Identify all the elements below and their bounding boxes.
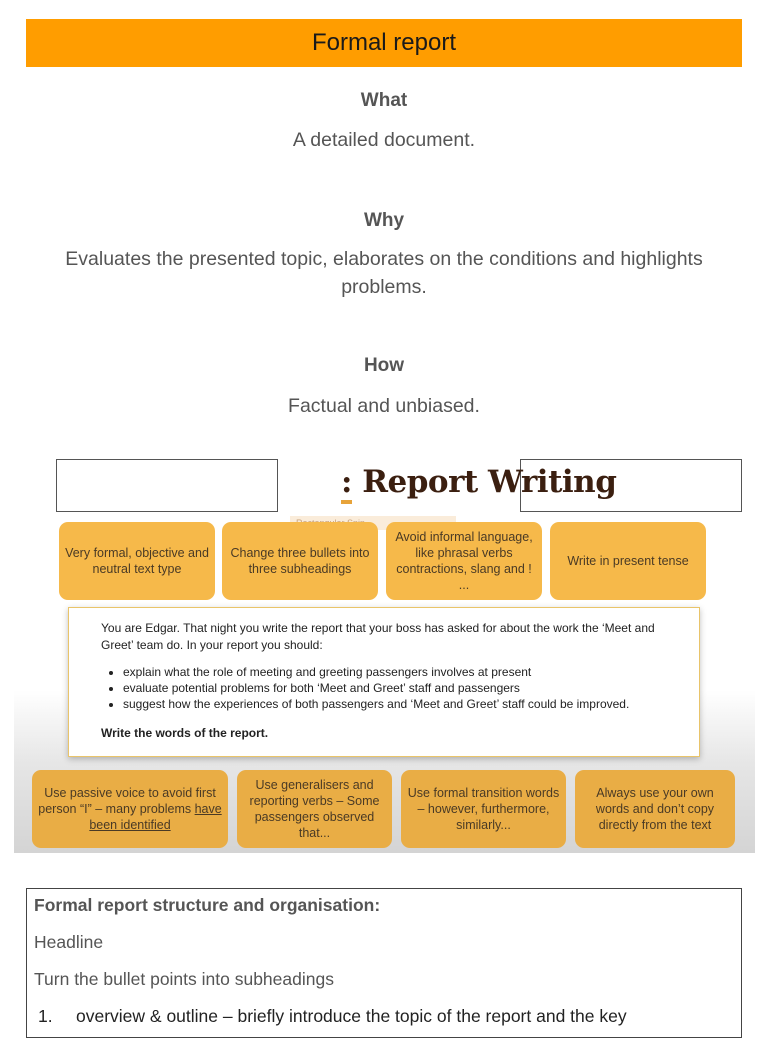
- page-title: Formal report: [311, 29, 457, 56]
- tip-card-passive-underlined: have been identified: [89, 802, 222, 832]
- report-writing-slide: [14, 446, 755, 853]
- structure-box: [26, 888, 742, 1038]
- why-body: Evaluates the presented topic, elaborates on the conditions and highlights problems.: [65, 248, 703, 298]
- structure-item-number: 1.: [38, 1006, 53, 1026]
- how-heading: How: [363, 355, 405, 376]
- tip-card-tense: Write in present tense: [550, 522, 706, 600]
- task-intro: You are Edgar. That night you write the report that your boss has asked for about the work the ‘Meet and Greet’ team do. In your report you should:: [101, 621, 655, 652]
- what-heading: What: [360, 90, 408, 111]
- structure-subheadings: Turn the bullet points into subheadings: [34, 969, 334, 989]
- tip-card-transitions: Use formal transition words – however, furthermore, similarly...: [401, 770, 566, 848]
- how-body: Factual and unbiased.: [288, 395, 480, 417]
- tip-card-passive: [32, 770, 228, 848]
- task-instruction: Write the words of the report.: [101, 726, 269, 740]
- what-body: A detailed document.: [292, 129, 476, 151]
- task-bullet: • evaluate potential problems for both ‘Meet and Greet’ staff and passengers: [123, 680, 699, 696]
- tip-card-bullets: Change three bullets into three subheadings: [222, 522, 378, 600]
- structure-headline: Headline: [34, 932, 104, 952]
- tip-card-informal: Avoid informal language, like phrasal verbs contractions, slang and ! ...: [386, 522, 542, 600]
- slide-title: [14, 464, 755, 500]
- slide-title-colon: :: [341, 464, 352, 504]
- tip-card-generalisers: Use generalisers and reporting verbs – Some passengers observed that...: [237, 770, 392, 848]
- why-heading: Why: [363, 210, 405, 231]
- title-banner: [26, 19, 742, 67]
- structure-title: Formal report structure and organisation:: [34, 895, 381, 915]
- tip-card-formal: Very formal, objective and neutral text type: [59, 522, 215, 600]
- task-box: [68, 607, 700, 757]
- tip-card-passive-text: Use passive voice to avoid first person “I” – many problems: [38, 786, 216, 816]
- structure-item-text: overview & outline – briefly introduce the topic of the report and the key: [76, 1006, 627, 1026]
- task-bullet: • explain what the role of meeting and greeting passengers involves at present: [123, 664, 699, 680]
- task-bullet: • suggest how the experiences of both passengers and ‘Meet and Greet’ staff could be improved.: [123, 696, 699, 712]
- tip-card-own-words: Always use your own words and don’t copy directly from the text: [575, 770, 735, 848]
- slide-title-text: Report Writing: [351, 464, 617, 500]
- task-bullets: [101, 664, 699, 712]
